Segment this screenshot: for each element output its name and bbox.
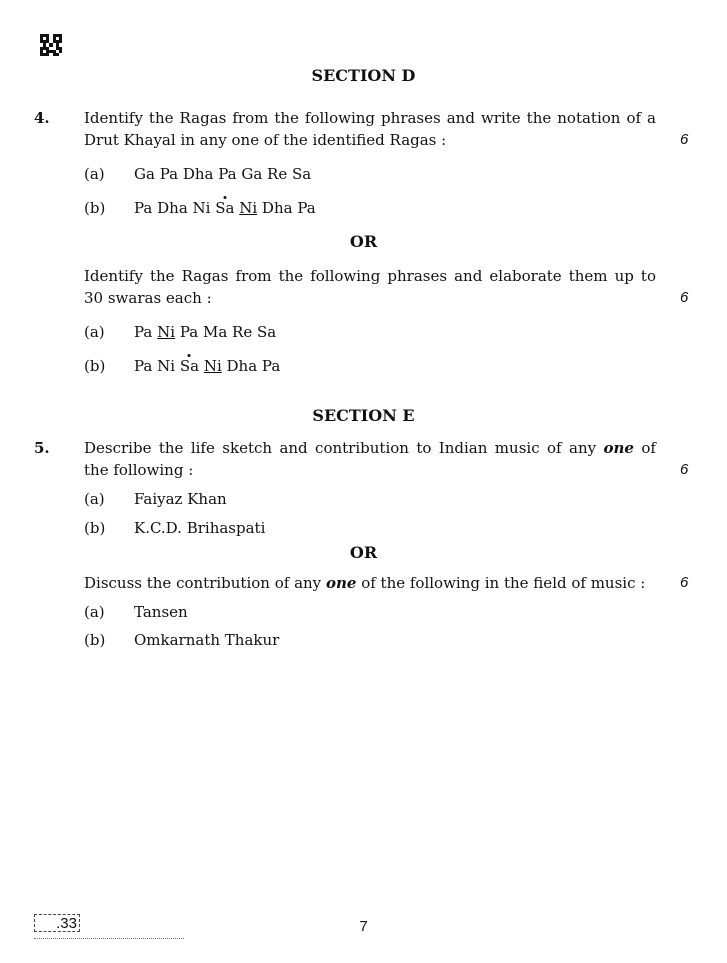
q5-option-a-text: Faiyaz Khan <box>134 490 227 508</box>
qr-code-icon <box>40 34 62 56</box>
q4-alt-option-a-text: Pa Ni Pa Ma Re Sa <box>134 323 277 341</box>
question-4-number: 4. <box>34 109 50 127</box>
question-4-stem-line2: Drut Khayal in any one of the identified Ragas : <box>84 131 447 149</box>
question-5-stem-line1: Describe the life sketch and contribution to Indian music of any one of <box>84 439 656 457</box>
q5-option-a-label: (a) <box>84 490 105 508</box>
q5-alt-marks: 6 <box>680 574 689 591</box>
question-4-marks: 6 <box>680 131 689 148</box>
question-5-number: 5. <box>34 439 50 457</box>
q5-alt-option-b-label: (b) <box>84 631 106 649</box>
q4-alt-stem-line1: Identify the Ragas from the following phrases and elaborate them up to <box>84 267 656 285</box>
q4-option-a-label: (a) <box>84 165 105 183</box>
page-number: 7 <box>359 918 368 935</box>
q5-option-b-text: K.C.D. Brihaspati <box>134 519 266 537</box>
q5-alt-option-a-label: (a) <box>84 603 105 621</box>
q4-alt-stem-line2: 30 swaras each : <box>84 289 212 307</box>
q5-option-b-label: (b) <box>84 519 106 537</box>
q5-alt-stem: Discuss the contribution of any one of the following in the field of music : <box>84 574 646 592</box>
question-5-stem-line2: the following : <box>84 461 194 479</box>
q4-alt-option-b-label: (b) <box>84 357 106 375</box>
q4-option-b-text: Pa Dha Ni Sa Ni Dha Pa <box>134 199 316 217</box>
question-4-stem-line1: Identify the Ragas from the following phrases and write the notation of a <box>84 109 656 127</box>
section-d-or: OR <box>349 232 378 251</box>
q4-option-a-text: Ga Pa Dha Pa Ga Re Sa <box>134 165 312 183</box>
q4-alt-option-b-text: Pa Ni Sa Ni Dha Pa <box>134 357 281 375</box>
q4-option-b-label: (b) <box>84 199 106 217</box>
question-5-marks: 6 <box>680 461 689 478</box>
q5-alt-option-b-text: Omkarnath Thakur <box>134 631 280 649</box>
footer-dotted-line <box>34 938 184 939</box>
q4-alt-option-a-label: (a) <box>84 323 105 341</box>
section-e-heading: SECTION E <box>312 406 415 425</box>
paper-code-box: .33 <box>34 914 80 932</box>
q4-alt-marks: 6 <box>680 289 689 306</box>
q5-alt-option-a-text: Tansen <box>134 603 188 621</box>
section-d-heading: SECTION D <box>311 66 416 85</box>
section-e-or: OR <box>349 543 378 562</box>
